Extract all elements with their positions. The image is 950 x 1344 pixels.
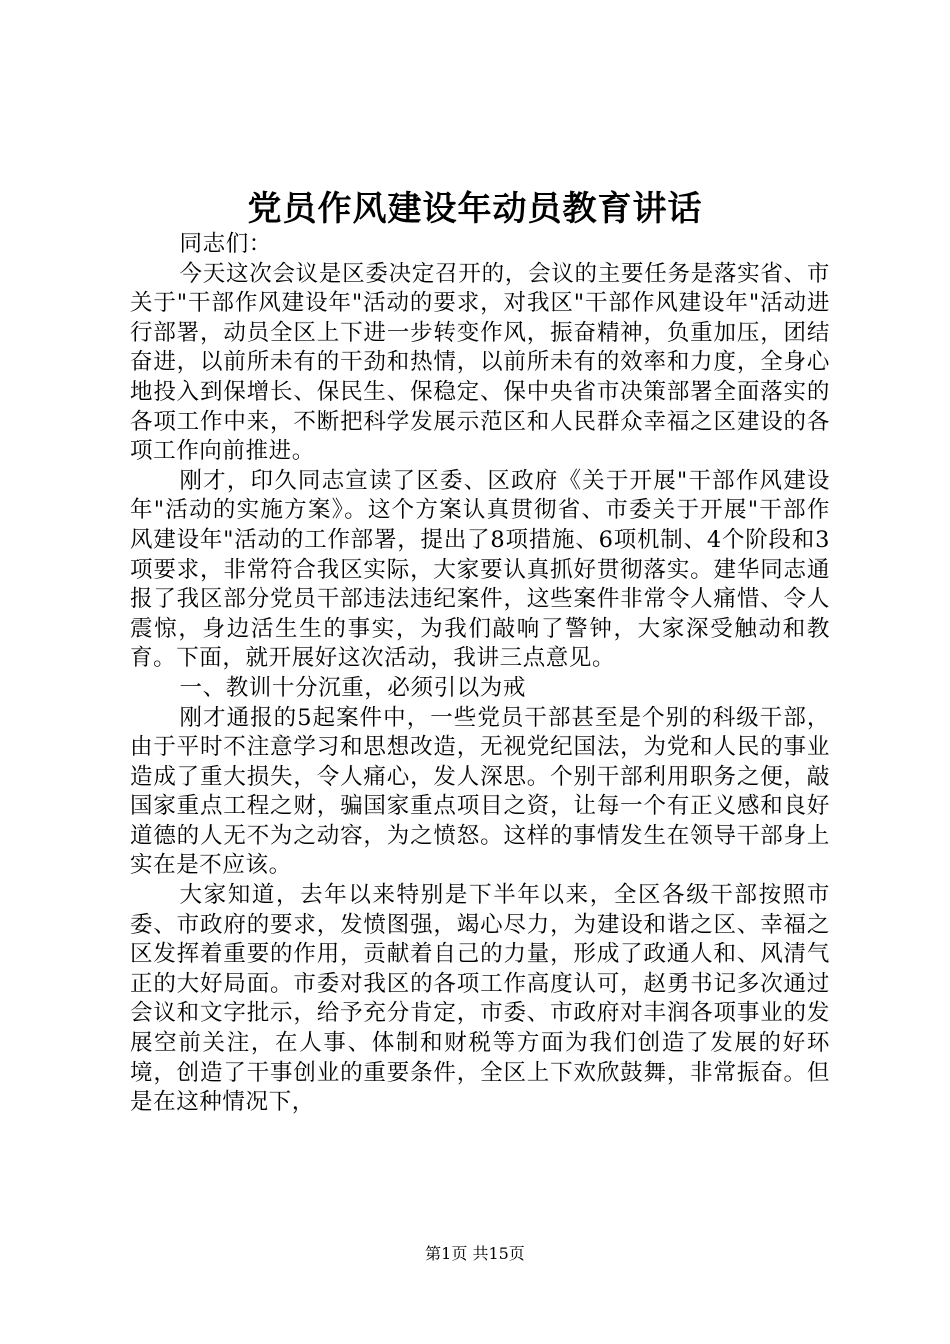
paragraph-3: 刚才通报的5起案件中，一些党员干部甚至是个别的科级干部，由于平时不注意学习和思想改造，无视党纪国法，为党和人民的事业造成了重大损失，令人痛心，发人深思。个别干部利用职务之便，敲国家重点工程之财，骗国家重点项目之资，让每一个有正义感和良好道德的人无不为之动容，为之愤怒。这样的事情发生在领导干部身上实在是不应该。 xyxy=(130,704,830,879)
document-body xyxy=(130,230,830,1118)
document-title: 党员作风建设年动员教育讲话 xyxy=(247,189,703,229)
paragraph-1: 今天这次会议是区委决定召开的，会议的主要任务是落实省、市关于"干部作风建设年"活动的要求，对我区"干部作风建设年"活动进行部署，动员全区上下进一步转变作风，振奋精神，负重加压，团结奋进，以前所未有的干劲和热情，以前所未有的效率和力度，全身心地投入到保增长、保民生、保稳定、保中央省市决策部署全面落实的各项工作中来，不断把科学发展示范区和人民群众幸福之区建设的各项工作向前推进。 xyxy=(130,260,830,465)
section-heading-1: 一、教训十分沉重，必须引以为戒 xyxy=(179,674,527,701)
paragraph-4: 大家知道，去年以来特别是下半年以来，全区各级干部按照市委、市政府的要求，发愤图强，竭心尽力，为建设和谐之区、幸福之区发挥着重要的作用，贡献着自己的力量，形成了政通人和、风清气正的大好局面。市委对我区的各项工作高度认可，赵勇书记多次通过会议和文字批示，给予充分肯定，市委、市政府对丰润各项事业的发展空前关注，在人事、体制和财税等方面为我们创造了发展的好环境，创造了干事创业的重要条件，全区上下欢欣鼓舞，非常振奋。但是在这种情况下， xyxy=(130,882,830,1116)
paragraph-salutation: 同志们： xyxy=(179,231,272,257)
paragraph-2: 刚才，印久同志宣读了区委、区政府《关于开展"干部作风建设年"活动的实施方案》。这个方案认真贯彻省、市委关于开展"干部作风建设年"活动的工作部署，提出了8项措施、6项机制、4个阶段和3项要求，非常符合我区实际，大家要认真抓好贯彻落实。建华同志通报了我区部分党员干部违法违纪案件，这些案件非常令人痛惜、令人震惊，身边活生生的事实，为我们敲响了警钟，大家深受触动和教育。下面，就开展好这次活动，我讲三点意见。 xyxy=(130,467,830,672)
page-footer: 第1页 共15页 xyxy=(425,1244,525,1263)
